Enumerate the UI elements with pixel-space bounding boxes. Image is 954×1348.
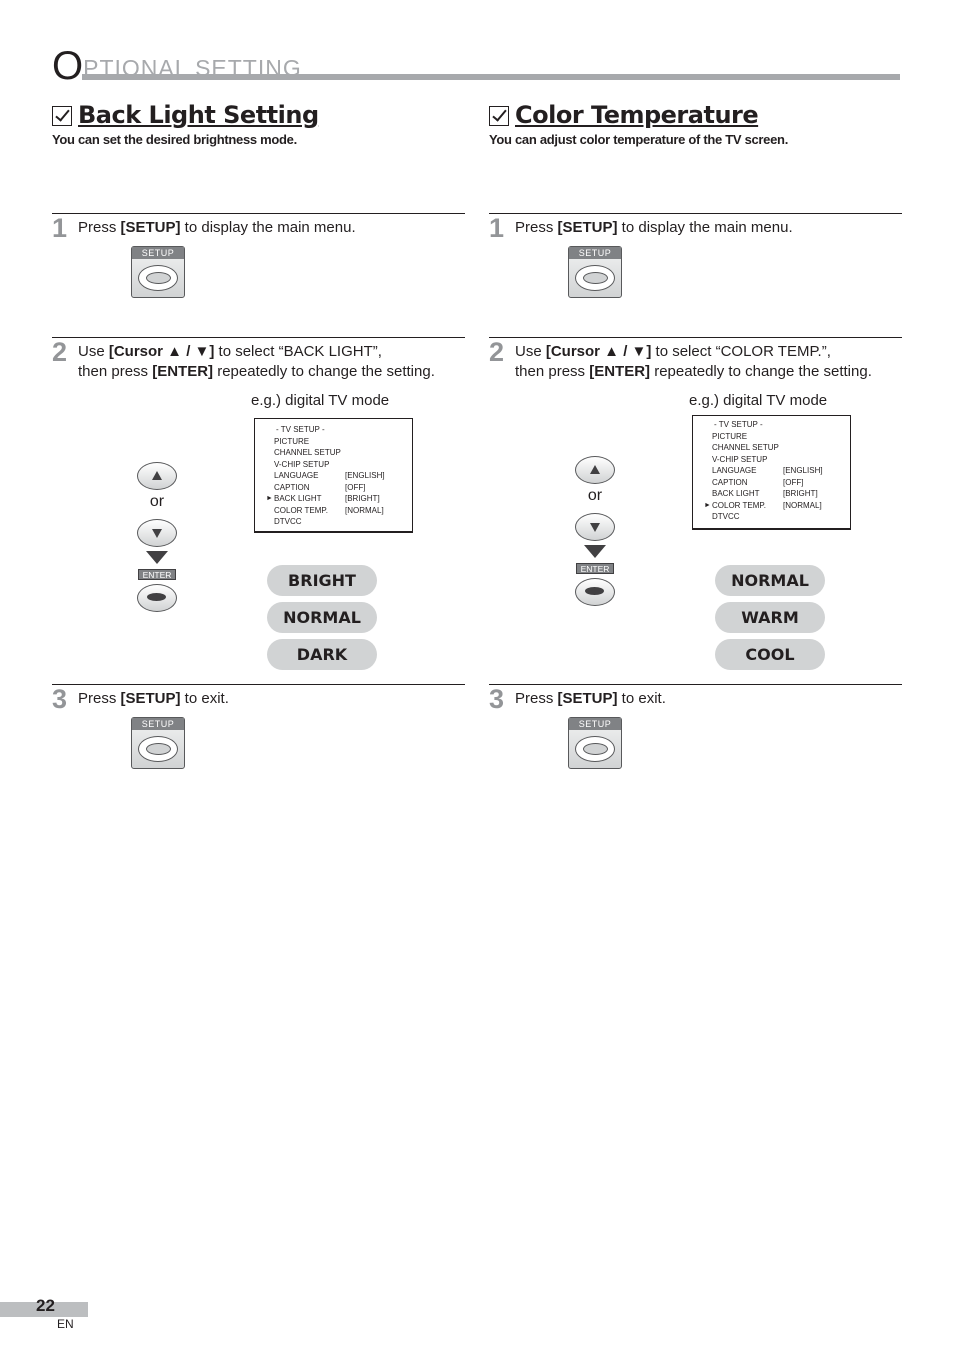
setup-key-icon (575, 265, 615, 291)
menu-row: LANGUAGE [ENGLISH] (274, 471, 385, 480)
menu-row: DTVCC (712, 512, 740, 521)
section-title: Back Light Setting (78, 101, 319, 129)
setup-button[interactable] (568, 246, 622, 298)
or-text: or (587, 487, 603, 504)
step-text: Use [Cursor ▲ / ▼] to select “COLOR TEMP.”, then press [ENTER] repeatedly to change the setting. (515, 343, 872, 380)
section-title: Color Temperature (515, 101, 759, 129)
setup-button[interactable] (131, 717, 185, 769)
option-pill: NORMAL (715, 565, 825, 596)
menu-title: - TV SETUP - (276, 425, 325, 434)
step-text: Press [SETUP] to display the main menu. (78, 219, 356, 236)
page-title (52, 46, 302, 86)
example-caption: e.g.) digital TV mode (689, 392, 828, 409)
step-2 (52, 337, 465, 683)
menu-row: V-CHIP SETUP (274, 459, 330, 469)
step-2 (489, 337, 902, 683)
setup-label: SETUP (569, 718, 621, 730)
menu-row: BACK LIGHT [BRIGHT] (712, 489, 818, 498)
step-number: 1 (489, 213, 505, 243)
enter-button[interactable] (575, 578, 615, 606)
page-number: 22 (36, 1296, 55, 1315)
setup-button[interactable] (568, 717, 622, 769)
menu-row: V-CHIP SETUP (712, 454, 768, 464)
step-text: Use [Cursor ▲ / ▼] to select “BACK LIGHT”, then press [ENTER] repeatedly to change the setting. (78, 343, 435, 380)
option-pill: COOL (715, 639, 825, 670)
menu-row: CHANNEL SETUP (712, 443, 779, 452)
cursor-down-button[interactable] (137, 519, 177, 547)
tv-setup-menu (254, 418, 413, 533)
cursor-down-button[interactable] (575, 513, 615, 541)
menu-row-selected: ► BACK LIGHT [BRIGHT] (266, 494, 380, 503)
menu-row: PICTURE (712, 431, 748, 441)
setup-label: SETUP (569, 247, 621, 259)
title-rest: PTIONAL SETTING (83, 55, 302, 81)
arrow-down-icon (584, 545, 606, 558)
checkbox-icon (489, 106, 509, 126)
cursor-up-button[interactable] (137, 462, 177, 490)
setup-label: SETUP (132, 247, 184, 259)
enter-label: ENTER (138, 569, 176, 580)
example-caption: e.g.) digital TV mode (251, 392, 390, 409)
step-number: 3 (489, 684, 505, 714)
pointer-icon: ► (704, 501, 711, 509)
step-3 (52, 684, 465, 774)
menu-row: LANGUAGE [ENGLISH] (712, 466, 823, 475)
option-pill: DARK (267, 639, 377, 670)
arrow-up-icon (152, 471, 162, 480)
step-text: Press [SETUP] to exit. (515, 690, 666, 707)
setup-key-icon (138, 265, 178, 291)
menu-row-selected: ► COLOR TEMP. [NORMAL] (704, 500, 822, 510)
section-back-light (52, 98, 465, 729)
section-heading (52, 98, 465, 132)
tv-setup-menu (692, 415, 851, 530)
menu-row: DTVCC (274, 517, 302, 526)
checkbox-icon (52, 106, 72, 126)
arrow-up-icon (590, 465, 600, 474)
arrow-down-icon (590, 523, 600, 532)
arrow-down-icon (146, 551, 168, 564)
section-heading (489, 98, 902, 132)
or-text: or (149, 493, 165, 510)
enter-label: ENTER (576, 563, 614, 574)
section-color-temperature (489, 98, 902, 729)
cursor-up-button[interactable] (575, 456, 615, 484)
menu-row: CHANNEL SETUP (274, 448, 341, 457)
menu-row: CAPTION [OFF] (274, 482, 366, 492)
step-text: Press [SETUP] to display the main menu. (515, 219, 793, 236)
step-1 (52, 213, 465, 336)
page-header (52, 46, 902, 86)
menu-row: PICTURE (274, 436, 310, 446)
page-language: EN (57, 1317, 74, 1331)
section-subtitle: You can set the desired brightness mode. (52, 132, 297, 147)
step-number: 1 (52, 213, 68, 243)
setup-key-icon (138, 736, 178, 762)
setup-label: SETUP (132, 718, 184, 730)
title-initial: O (52, 44, 84, 88)
menu-row: CAPTION [OFF] (712, 477, 804, 487)
setup-key-icon (575, 736, 615, 762)
step-3 (489, 684, 902, 774)
step-text: Press [SETUP] to exit. (78, 690, 229, 707)
option-pill: BRIGHT (267, 565, 377, 596)
option-pill: WARM (715, 602, 825, 633)
enter-button[interactable] (137, 584, 177, 612)
setup-button[interactable] (131, 246, 185, 298)
pointer-icon: ► (266, 495, 273, 502)
menu-row: COLOR TEMP. [NORMAL] (274, 505, 384, 515)
arrow-down-icon (152, 529, 162, 538)
section-subtitle: You can adjust color temperature of the TV screen. (489, 132, 789, 147)
step-1 (489, 213, 902, 336)
option-pill: NORMAL (267, 602, 377, 633)
step-number: 2 (489, 337, 505, 367)
menu-title: - TV SETUP - (714, 420, 763, 429)
step-number: 2 (52, 337, 68, 367)
step-number: 3 (52, 684, 68, 714)
